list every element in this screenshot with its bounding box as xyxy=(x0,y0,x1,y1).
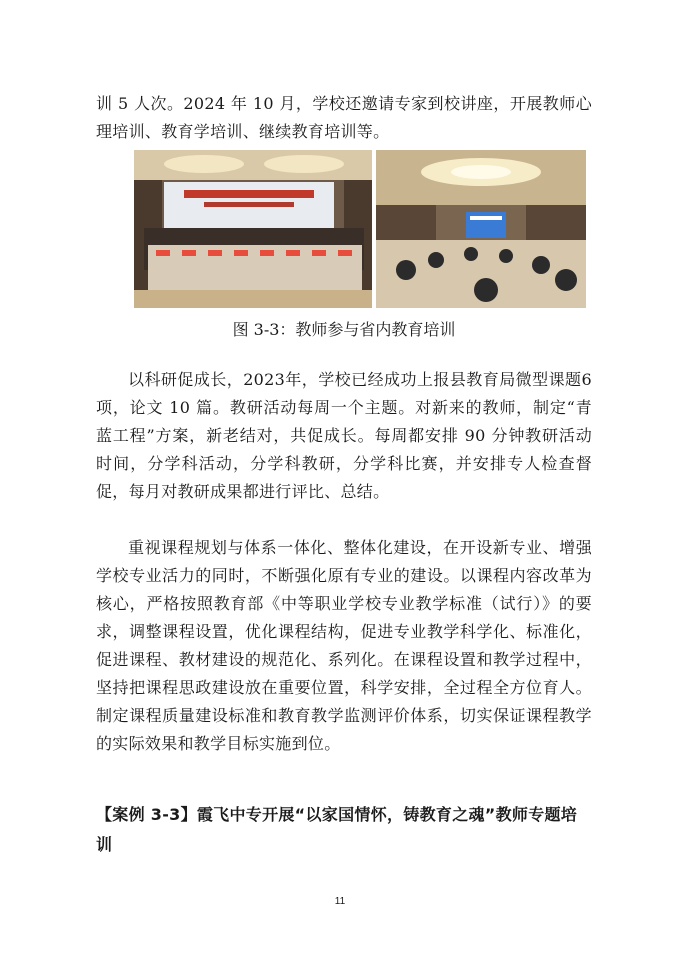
paragraph-1: 训 5 人次。2024 年 10 月，学校还邀请专家到校讲座，开展教师心理培训、教育学培训、继续教育培训等。 xyxy=(96,94,592,141)
page-number: 11 xyxy=(334,896,346,907)
photo-lecture-hall xyxy=(376,150,586,308)
case-heading: 【案例 3-3】霞飞中专开展“以家国情怀，铸教育之魂”教师专题培训 xyxy=(96,805,578,854)
paragraph-3: 重视课程规划与体系一体化、整体化建设，在开设新专业、增强学校专业活力的同时，不断强化原有专业的建设。以课程内容改革为核心，严格按照教育部《中等职业学校专业教学标准（试行）》的要求，调整课程设置，优化课程结构，促进专业教学科学化、标准化，促进课程、教材建设的规范化、系列化。在课程设置和教学过程中，坚持把课程思政建设放在重要位置，科学安排，全过程全方位育人。制定课程质量建设标准和教育教学监测评价体系，切实保证课程教学的实际效果和教学目标实施到位。 xyxy=(96,538,592,753)
figure-caption: 图 3-3：教师参与省内教育培训 xyxy=(232,320,456,339)
figure-photos xyxy=(134,150,586,308)
photo-group-training xyxy=(134,150,372,308)
paragraph-2: 以科研促成长，2023年，学校已经成功上报县教育局微型课题6项，论文 10 篇。教研活动每周一个主题。对新来的教师，制定“青蓝工程”方案，新老结对，共促成长。每周都安排 90 分钟教研活动时间，分学科活动，分学科教研，分学科比赛，并安排专人检查督促，每月对教研成果都进行评比、总结。 xyxy=(96,370,592,501)
